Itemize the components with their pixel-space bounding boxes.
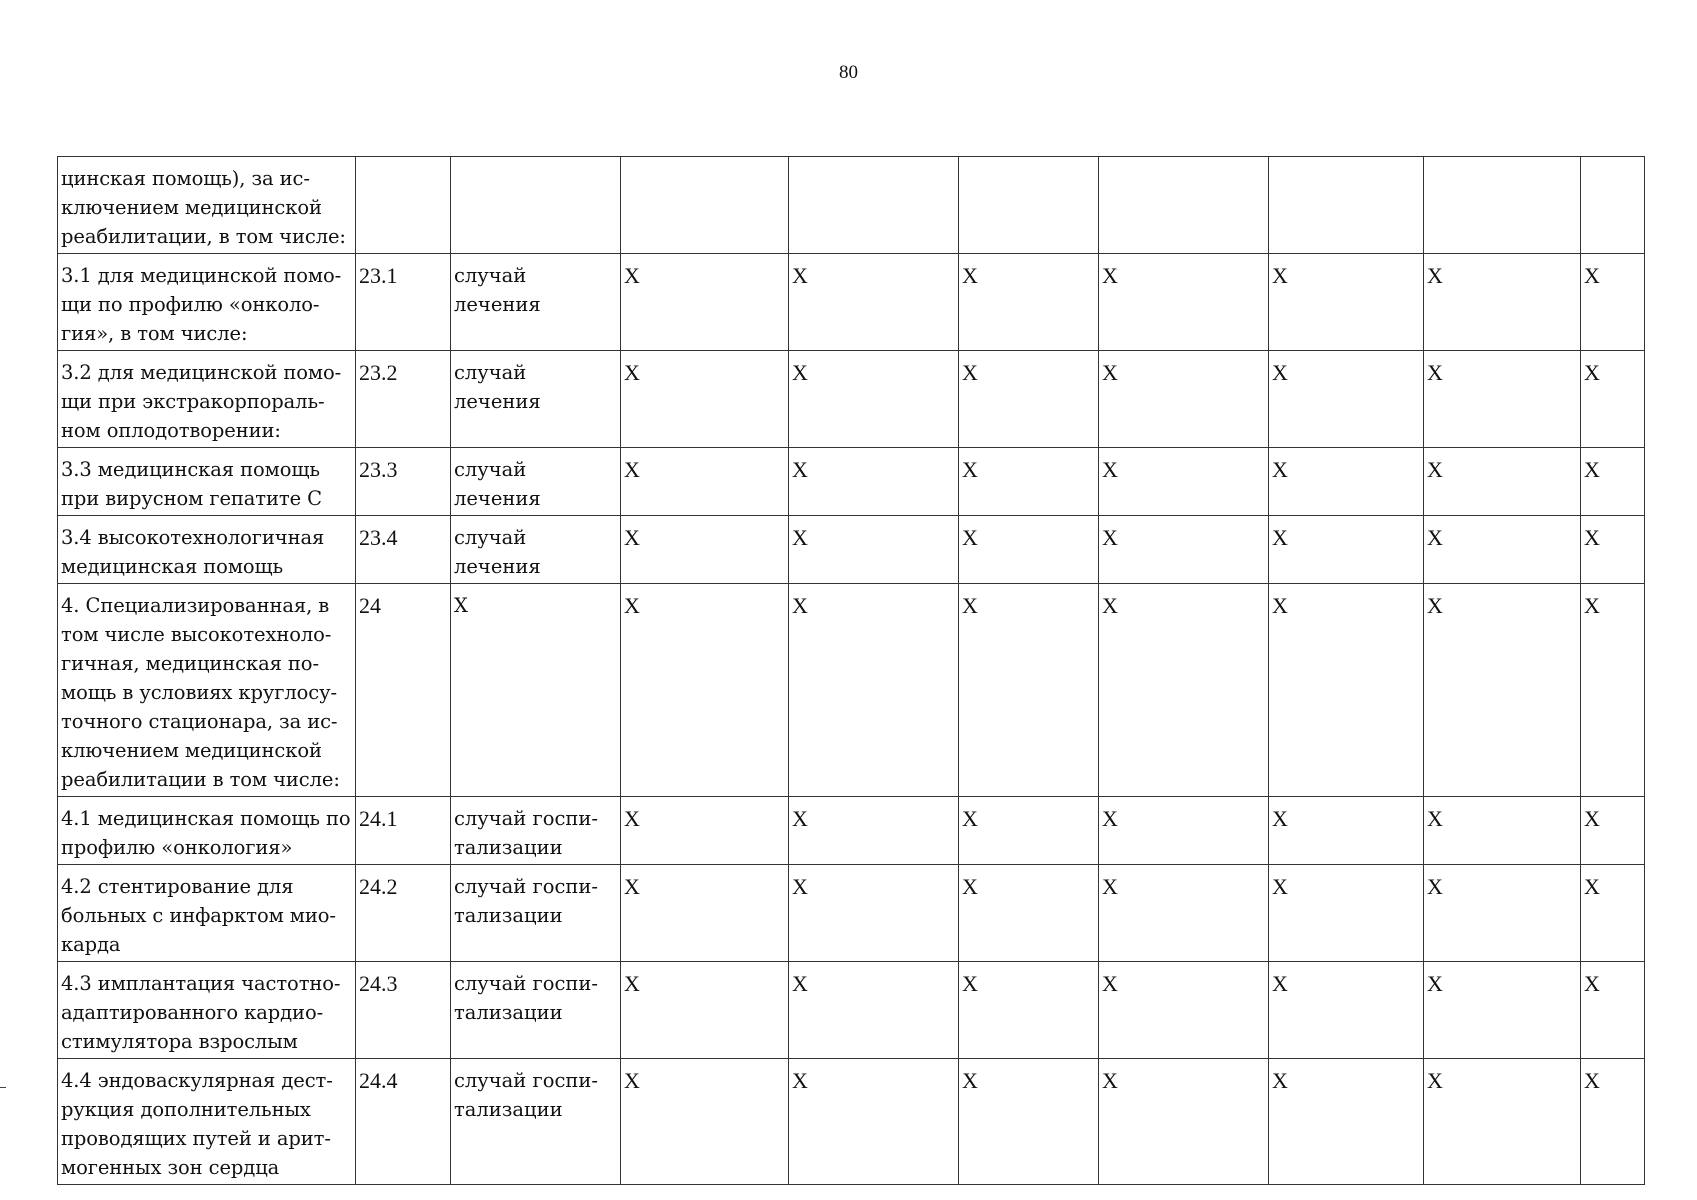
row-code: 23.1	[356, 254, 451, 351]
row-description: 4.3 имплантация частотно- адаптированного кардио- стимулятора взрослым	[58, 962, 356, 1059]
table-cell: X	[789, 865, 959, 962]
table-cell: X	[1269, 351, 1424, 448]
table-cell: X	[621, 797, 789, 865]
table-cell: X	[1099, 448, 1269, 516]
table-cell	[621, 157, 789, 254]
row-unit: X	[451, 584, 621, 797]
table-cell: X	[1099, 584, 1269, 797]
table-cell: X	[1581, 584, 1645, 797]
table-cell: X	[1581, 865, 1645, 962]
table-cell: X	[1099, 351, 1269, 448]
row-code: 23.4	[356, 516, 451, 584]
table-row	[58, 865, 1645, 962]
row-description: 4.4 эндоваскулярная дест- рукция дополнительных проводящих путей и арит- могенных зон сердца	[58, 1059, 356, 1185]
table-cell: X	[959, 448, 1099, 516]
table-cell: X	[1581, 254, 1645, 351]
table-cell: X	[1269, 254, 1424, 351]
table-cell: X	[1581, 448, 1645, 516]
row-unit: случай госпи- тализации	[451, 1059, 621, 1185]
table-cell: X	[959, 797, 1099, 865]
row-code: 24	[356, 584, 451, 797]
row-unit: случай госпи- тализации	[451, 962, 621, 1059]
row-code: 24.1	[356, 797, 451, 865]
table-row	[58, 157, 1645, 254]
table-row	[58, 962, 1645, 1059]
table-cell: X	[959, 1059, 1099, 1185]
table-row	[58, 1059, 1645, 1185]
table-cell: X	[621, 254, 789, 351]
table-cell: X	[1581, 962, 1645, 1059]
table-row	[58, 584, 1645, 797]
table-cell	[789, 157, 959, 254]
table-cell: X	[959, 584, 1099, 797]
page-number: 80	[839, 62, 858, 83]
table-cell	[1424, 157, 1581, 254]
table-row	[58, 797, 1645, 865]
table-cell: X	[1099, 962, 1269, 1059]
table-cell: X	[1099, 865, 1269, 962]
table-cell: X	[789, 584, 959, 797]
table-cell: X	[959, 962, 1099, 1059]
table-cell: X	[621, 962, 789, 1059]
table-cell: X	[1269, 516, 1424, 584]
table-cell	[1099, 157, 1269, 254]
table-cell: X	[1269, 448, 1424, 516]
table-cell: X	[1424, 516, 1581, 584]
table-cell: X	[621, 584, 789, 797]
table-cell: X	[621, 448, 789, 516]
row-description: 4.2 стентирование для больных с инфарктом мио- карда	[58, 865, 356, 962]
table-cell: X	[621, 516, 789, 584]
table-cell	[1269, 157, 1424, 254]
table-row	[58, 351, 1645, 448]
table-cell: X	[1269, 584, 1424, 797]
row-code: 23.2	[356, 351, 451, 448]
table-cell: X	[789, 254, 959, 351]
table-row	[58, 448, 1645, 516]
table-cell	[959, 157, 1099, 254]
row-code: 24.3	[356, 962, 451, 1059]
table-cell	[1581, 157, 1645, 254]
row-description: цинская помощь), за ис- ключением медицинской реабилитации, в том числе:	[58, 157, 356, 254]
table-cell: X	[621, 865, 789, 962]
table-cell: X	[1581, 516, 1645, 584]
table-cell: X	[789, 1059, 959, 1185]
row-unit: случай лечения	[451, 351, 621, 448]
table-cell: X	[1581, 1059, 1645, 1185]
table-cell: X	[1424, 584, 1581, 797]
table-cell: X	[789, 962, 959, 1059]
row-unit: случай лечения	[451, 448, 621, 516]
row-description: 3.3 медицинская помощь при вирусном гепатите С	[58, 448, 356, 516]
row-code: 24.2	[356, 865, 451, 962]
data-table	[57, 156, 1645, 1185]
table-cell: X	[1099, 254, 1269, 351]
table-cell: X	[1424, 797, 1581, 865]
row-unit: случай лечения	[451, 254, 621, 351]
table-cell: X	[1581, 797, 1645, 865]
row-code	[356, 157, 451, 254]
row-unit: случай лечения	[451, 516, 621, 584]
table-cell: X	[621, 1059, 789, 1185]
table-cell: X	[1099, 797, 1269, 865]
table-cell: X	[1424, 1059, 1581, 1185]
table-cell: X	[1099, 1059, 1269, 1185]
row-description: 4. Специализированная, в том числе высокотехноло- гичная, медицинская по- мощь в условиях круглосу- точного стационара, за ис- ключением медицинской реабилитации в том числе:	[58, 584, 356, 797]
row-code: 23.3	[356, 448, 451, 516]
margin-mark	[0, 1087, 6, 1088]
table-cell: X	[1269, 865, 1424, 962]
row-unit	[451, 157, 621, 254]
table-cell: X	[959, 865, 1099, 962]
table-row	[58, 254, 1645, 351]
table-cell: X	[959, 351, 1099, 448]
row-description: 3.4 высокотехнологичная медицинская помощь	[58, 516, 356, 584]
row-code: 24.4	[356, 1059, 451, 1185]
table-cell: X	[1269, 962, 1424, 1059]
table-cell: X	[789, 516, 959, 584]
table-cell: X	[1269, 1059, 1424, 1185]
table-cell: X	[959, 516, 1099, 584]
table-cell: X	[959, 254, 1099, 351]
table-cell: X	[1099, 516, 1269, 584]
table-cell: X	[1424, 865, 1581, 962]
table-cell: X	[789, 448, 959, 516]
table-row	[58, 516, 1645, 584]
row-description: 3.1 для медицинской помо- щи по профилю «онколо- гия», в том числе:	[58, 254, 356, 351]
row-unit: случай госпи- тализации	[451, 865, 621, 962]
table-cell: X	[621, 351, 789, 448]
table-cell: X	[1581, 351, 1645, 448]
table-cell: X	[1269, 797, 1424, 865]
table-cell: X	[789, 351, 959, 448]
table-cell: X	[1424, 254, 1581, 351]
table-body	[58, 157, 1645, 1185]
table-cell: X	[1424, 448, 1581, 516]
row-description: 4.1 медицинская помощь по профилю «онкология»	[58, 797, 356, 865]
row-unit: случай госпи- тализации	[451, 797, 621, 865]
table-cell: X	[1424, 962, 1581, 1059]
table-cell: X	[789, 797, 959, 865]
row-description: 3.2 для медицинской помо- щи при экстракорпораль- ном оплодотворении:	[58, 351, 356, 448]
table-cell: X	[1424, 351, 1581, 448]
